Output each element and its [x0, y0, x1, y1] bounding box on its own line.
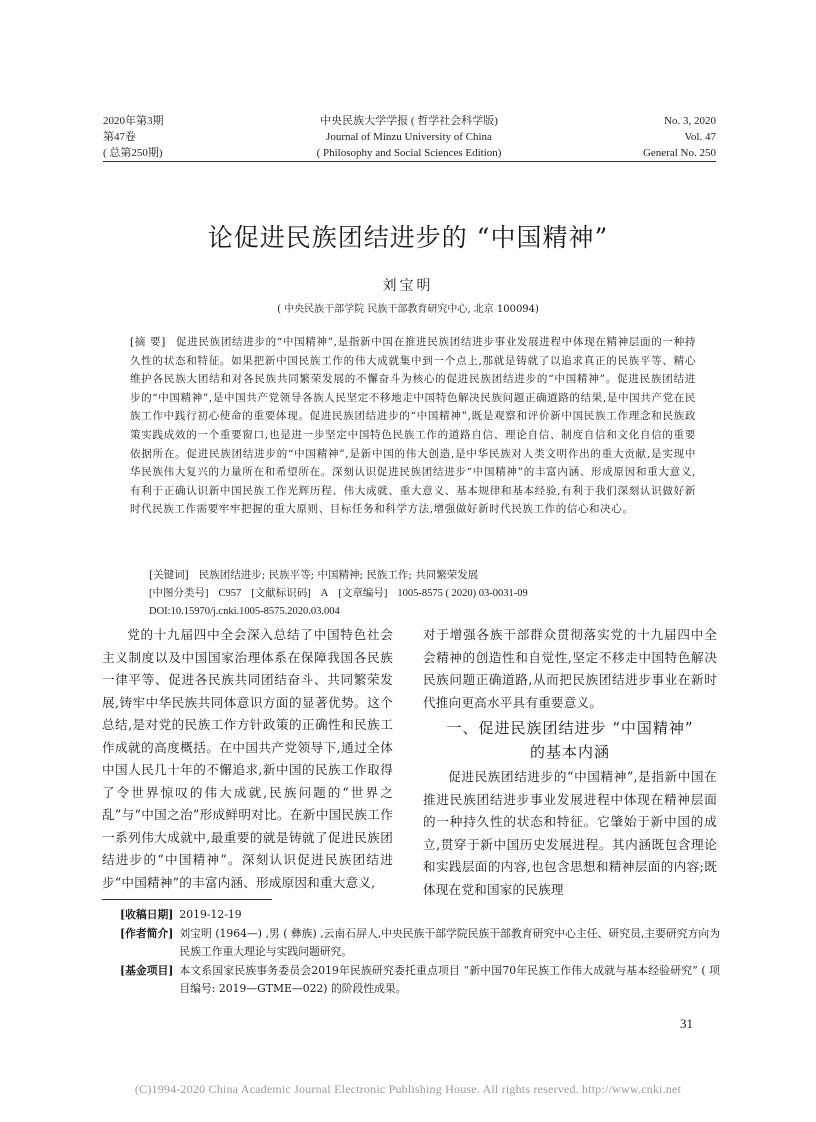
body-paragraph: 党的十九届四中全会深入总结了中国特色社会主义制度以及中国国家治理体系在保障我国各民族一律平等、促进各民族共同团结奋斗、共同繁荣发展,铸牢中华民族共同体意识方面的显著优势。这个总结,是对党的民族工作方针政策的正确性和民族工作成就的高度概括。在中国共产党领导下,通过全体中国人民几十年的不懈追求,新中国的民族工作取得了令世界惊叹的伟大成就,民族问题的“世界之乱”与“中国之治”形成鲜明对比。在新中国民族工作一系列伟大成就中,最重要的就是铸就了促进民族团结进步的“中国精神”。深刻认识促进民族团结进步“中国精神”的丰富内涵、形成原因和重大意义, — [102, 627, 393, 890]
section-heading — [423, 716, 717, 764]
keywords-label: [关键词] — [149, 569, 189, 581]
section-heading-line: 的基本内涵 — [529, 743, 610, 761]
abstract-text: 促进民族团结进步的“中国精神”,是指新中国在推进民族团结进步事业发展进程中体现在精神层面的一种持久性的状态和特征。如果把新中国民族工作的伟大成就集中到一个点上,那就是铸就了以追求真正的民族平等、精心维护各民族大团结和对各民族共同繁荣发展的不懈奋斗为核心的促进民族团结进步的“中国精神”。促进民族团结进步的“中国精神”,是中国共产党领导各族人民坚定不移地走中国特色解决民族问题正确道路的结果,是中国共产党在民族工作中践行初心使命的重要体现。促进民族团结进步的“中国精神”,既是观察和评价新中国民族工作理念和民族政策实践成效的一个重要窗口,也是进一步坚定中国特色民族工作的道路自信、理论自信、制度自信和文化自信的重要依据所在。促进民族团结进步的“中国精神”,是新中国的伟大创造,是中华民族对人类文明作出的重大贡献,是实现中华民族伟大复兴的力量所在和希望所在。深刻认识促进民族团结进步“中国精神”的丰富内涵、形成原因和重大意义,有利于正确认识新中国民族工作光辉历程、伟大成就、重大意义、基本规律和基本经验,有利于我们深刻认识做好新时代民族工作需要牢牢把握的重大原则、目标任务和科学方法,增强做好新时代民族工作的信心和决心。 — [130, 336, 697, 516]
page-number: 31 — [680, 1016, 693, 1031]
header-number-en: No. 3, 2020 — [664, 115, 716, 127]
article-number-label: [文章编号] — [338, 588, 388, 599]
doc-code-label: [文献标识码] — [251, 588, 311, 599]
header-journal-name — [300, 113, 518, 161]
header-general-en: General No. 250 — [642, 147, 716, 159]
journal-name-cn: 中央民族大学学报 ( 哲学社会科学版) — [320, 115, 498, 127]
doi: DOI:10.15970/j.cnki.1005-8575.2020.03.004 — [149, 606, 340, 617]
body-column-right — [423, 624, 717, 901]
header-volume: 第47卷 — [103, 131, 136, 143]
footnote-text: 本文系国家民族事务委员会2019年民族研究委托重点项目 “新中国70年民族工作伟大成就与基本经验研究” ( 项目编号: 2019—GTME—022) 的阶段性成果。 — [179, 963, 720, 995]
footnote-label: [作者简介] — [120, 926, 174, 940]
header-rule — [103, 161, 716, 162]
article-title: 论促进民族团结进步的 “中国精神” — [207, 223, 609, 252]
header-total: ( 总第250期) — [103, 147, 163, 159]
body-paragraph: 对于增强各族干部群众贯彻落实党的十九届四中全会精神的创造性和自觉性,坚定不移走中国特色解决民族问题正确道路,从而把民族团结进步事业在新时代推向更高水平具有重要意义。 — [423, 627, 717, 710]
header-volume-en: Vol. 47 — [684, 131, 716, 143]
footnote-rule — [102, 899, 272, 900]
copyright-notice: (C)1994-2020 China Academic Journal Electronic Publishing House. All rights reserved. http://www.cnki.net — [134, 1082, 682, 1096]
abstract — [130, 333, 696, 519]
header-issue: 2020年第3期 — [103, 115, 164, 127]
header-issue-info — [103, 113, 164, 161]
header-issue-info-en — [643, 113, 716, 161]
keywords — [149, 566, 478, 584]
footnote-label: [收稿日期] — [120, 908, 174, 921]
abstract-label: [摘 要] — [130, 336, 166, 348]
article-number-value: 1005-8575 ( 2020) 03-0031-09 — [397, 588, 528, 599]
footnote-author-bio — [120, 925, 720, 962]
author-affiliation: ( 中央民族干部学院 民族干部教育研究中心, 北京 100094) — [277, 304, 539, 315]
doc-code-value: A — [320, 588, 329, 599]
classification — [149, 585, 538, 603]
body-paragraph: 促进民族团结进步的“中国精神”,是指新中国在推进民族团结进步事业发展进程中体现在精神层面的一种持久性的状态和特征。它肇始于新中国的成立,贯穿于新中国历史发展进程。其内涵既包含理论和实践层面的内容,也包含思想和精神层面的内容;既体现在党和国家的民族理 — [423, 769, 717, 897]
author-name: 刘宝明 — [382, 278, 434, 294]
footnote-received — [120, 906, 720, 925]
footnote-label: [基金项目] — [120, 963, 174, 977]
journal-edition-en: ( Philosophy and Social Sciences Edition) — [316, 147, 502, 159]
clc-label: [中图分类号] — [149, 588, 209, 599]
journal-name-en: Journal of Minzu University of China — [326, 131, 492, 143]
footnote-funding — [120, 962, 720, 999]
footnote-text: 刘宝明 (1964—) ,男 ( 彝族) ,云南石屏人,中央民族干部学院民族干部教育研究中心主任、研究员,主要研究方向为民族工作重大理论与实践问题研究。 — [179, 926, 720, 958]
footnotes — [120, 906, 720, 999]
section-heading-line: 一、促进民族团结进步 “中国精神” — [446, 719, 694, 737]
footnote-text: 2019-12-19 — [179, 908, 242, 921]
body-column-left — [102, 624, 393, 894]
keywords-text: 民族团结进步; 民族平等; 中国精神; 民族工作; 共同繁荣发展 — [198, 569, 479, 581]
clc-value: C957 — [218, 588, 242, 599]
